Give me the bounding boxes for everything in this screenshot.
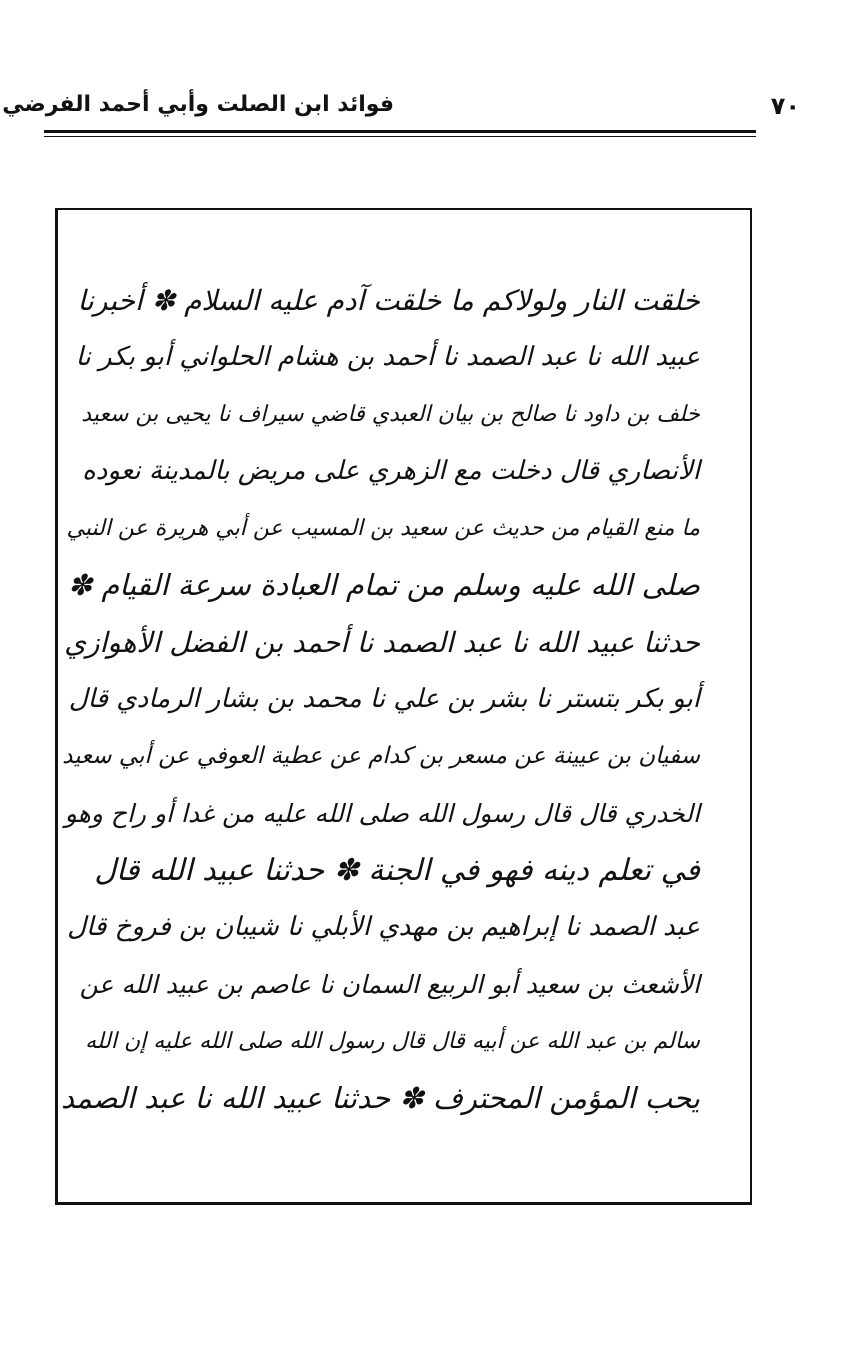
header-rule-thick: [44, 130, 756, 133]
manuscript-line: الخدري قال قال رسول الله صلى الله عليه من غدا أو راح وهو: [64, 799, 700, 828]
page-number: ٧٠: [770, 92, 800, 120]
manuscript-line: سفيان بن عيينة عن مسعر بن كدام عن عطية العوفي عن أبي سعيد: [62, 743, 700, 769]
header-rule-thin: [44, 136, 756, 137]
manuscript-line: خلف بن داود نا صالح بن بيان العبدي قاضي سيراف نا يحيى بن سعيد: [81, 402, 700, 427]
manuscript-line: صلى الله عليه وسلم من تمام العبادة سرعة القيام ✽: [67, 568, 700, 602]
page-header: [2, 92, 800, 128]
manuscript-line: ما منع القيام من حديث عن سعيد بن المسيب عن أبي هريرة عن النبي: [66, 516, 700, 541]
manuscript-line: أبو بكر بتستر نا بشر بن علي نا محمد بن بشار الرمادي قال: [68, 684, 700, 714]
manuscript-line: في تعلم دينه فهو في الجنة ✽ حدثنا عبيد الله قال: [94, 853, 700, 888]
manuscript-line: يحب المؤمن المحترف ✽ حدثنا عبيد الله نا عبد الصمد: [60, 1081, 700, 1115]
manuscript-text: [60, 272, 700, 1127]
manuscript-line: الأشعث بن سعيد أبو الربيع السمان نا عاصم بن عبيد الله عن: [79, 970, 700, 999]
manuscript-line: عبيد الله نا عبد الصمد نا أحمد بن هشام الحلواني أبو بكر نا: [75, 342, 700, 372]
manuscript-line: خلقت النار ولولاكم ما خلقت آدم عليه السلام ✽ أخبرنا: [77, 284, 700, 317]
manuscript-line: الأنصاري قال دخلت مع الزهري على مريض بالمدينة نعوده: [82, 456, 700, 486]
manuscript-line: حدثنا عبيد الله نا عبد الصمد نا أحمد بن الفضل الأهوازي: [64, 626, 700, 659]
manuscript-line: سالم بن عبد الله عن أبيه قال قال رسول الله صلى الله عليه إن الله: [85, 1029, 700, 1054]
book-title: فوائد ابن الصلت وأبي أحمد الفرضي: [2, 92, 394, 117]
manuscript-line: عبد الصمد نا إبراهيم بن مهدي الأبلي نا شيبان بن فروخ قال: [67, 912, 700, 942]
